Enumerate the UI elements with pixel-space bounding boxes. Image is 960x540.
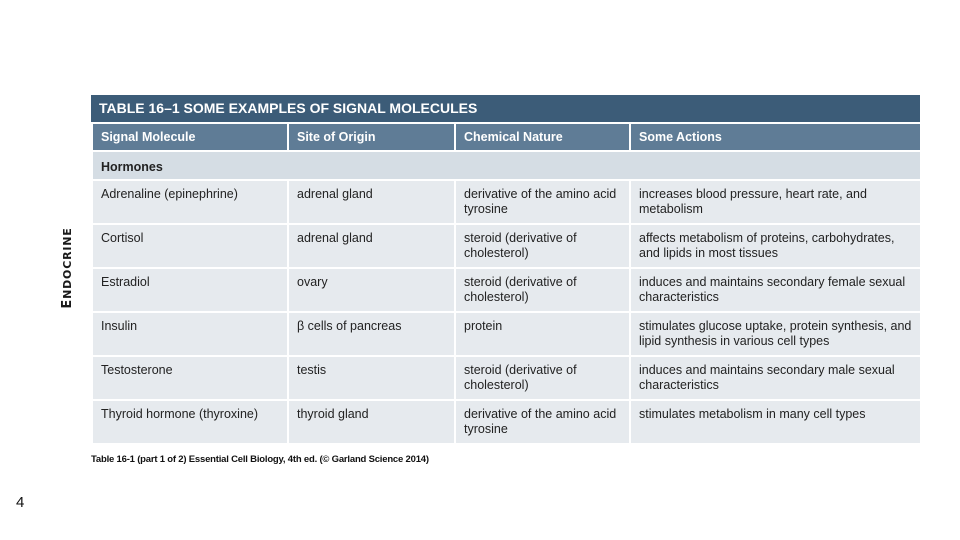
cell-actions: induces and maintains secondary female sexual characteristics (630, 268, 921, 312)
signal-molecules-table (91, 95, 920, 442)
section-row (92, 151, 921, 180)
cell-actions: induces and maintains secondary male sexual characteristics (630, 356, 921, 400)
table-title: TABLE 16–1 SOME EXAMPLES OF SIGNAL MOLECULES (91, 95, 920, 122)
cell-origin: β cells of pancreas (288, 312, 455, 356)
table-caption: Table 16-1 (part 1 of 2) Essential Cell Biology, 4th ed. (© Garland Science 2014) (91, 454, 429, 465)
table-row (92, 312, 921, 356)
cell-origin: adrenal gland (288, 180, 455, 224)
cell-origin: testis (288, 356, 455, 400)
cell-nature: derivative of the amino acid tyrosine (455, 400, 630, 444)
cell-nature: steroid (derivative of cholesterol) (455, 224, 630, 268)
header-row (92, 123, 921, 151)
section-hormones: Hormones (92, 151, 921, 180)
table-row (92, 268, 921, 312)
cell-molecule: Insulin (92, 312, 288, 356)
cell-nature: steroid (derivative of cholesterol) (455, 356, 630, 400)
table-row (92, 180, 921, 224)
cell-nature: steroid (derivative of cholesterol) (455, 268, 630, 312)
cell-nature: derivative of the amino acid tyrosine (455, 180, 630, 224)
header-some-actions: Some Actions (630, 123, 921, 151)
table-row (92, 356, 921, 400)
side-label-rest: NDOCRINE (61, 227, 74, 299)
table-body (91, 122, 922, 445)
cell-actions: stimulates glucose uptake, protein synthesis, and lipid synthesis in various cell types (630, 312, 921, 356)
cell-origin: adrenal gland (288, 224, 455, 268)
page-number: 4 (16, 494, 25, 511)
table-row (92, 224, 921, 268)
cell-nature: protein (455, 312, 630, 356)
cell-molecule: Adrenaline (epinephrine) (92, 180, 288, 224)
cell-origin: ovary (288, 268, 455, 312)
header-signal-molecule: Signal Molecule (92, 123, 288, 151)
cell-molecule: Estradiol (92, 268, 288, 312)
header-chemical-nature: Chemical Nature (455, 123, 630, 151)
side-label-initial: E (60, 298, 75, 309)
cell-actions: affects metabolism of proteins, carbohydrates, and lipids in most tissues (630, 224, 921, 268)
cell-molecule: Cortisol (92, 224, 288, 268)
cell-origin: thyroid gland (288, 400, 455, 444)
cell-actions: stimulates metabolism in many cell types (630, 400, 921, 444)
side-label-endocrine (60, 218, 78, 318)
header-site-of-origin: Site of Origin (288, 123, 455, 151)
cell-molecule: Testosterone (92, 356, 288, 400)
cell-actions: increases blood pressure, heart rate, and metabolism (630, 180, 921, 224)
table-row (92, 400, 921, 444)
cell-molecule: Thyroid hormone (thyroxine) (92, 400, 288, 444)
